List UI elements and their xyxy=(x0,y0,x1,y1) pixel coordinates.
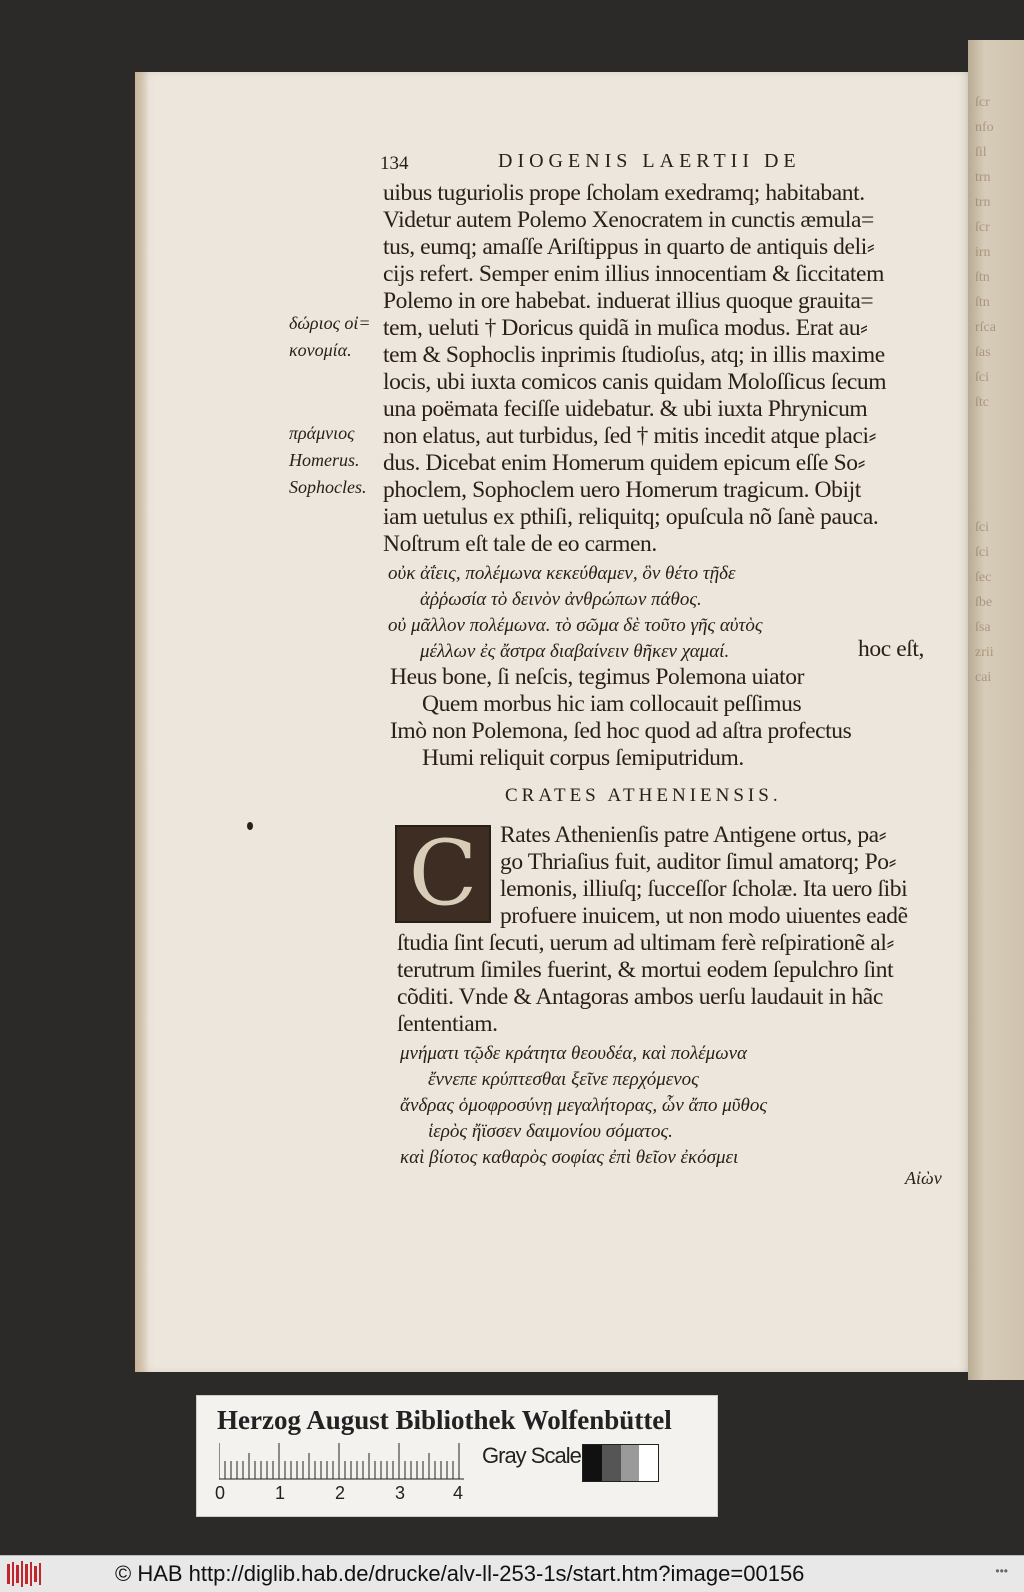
gray-scale-label: Gray Scale xyxy=(482,1443,581,1468)
running-title: DIOGENIS LAERTII DE xyxy=(498,150,801,172)
page-number: 134 xyxy=(380,153,409,174)
margin-note: Homerus. xyxy=(289,450,360,470)
gray-patch xyxy=(621,1445,640,1481)
ruler-number: 2 xyxy=(335,1483,346,1503)
ruler-number: 4 xyxy=(453,1483,464,1503)
greek-verse: μέλλων ἐς ἄστρα διαβαίνειν θῆκεν χαμαί. xyxy=(420,641,730,662)
ruler-number: 0 xyxy=(215,1483,226,1503)
ruler-scale xyxy=(219,1441,469,1481)
body-line: ſtudia ſint ſecuti, uerum ad ultimam ferè reſpirationẽ al⸗ xyxy=(397,930,894,956)
body-line: uibus tuguriolis prope ſcholam exedramq; habitabant. xyxy=(383,180,865,206)
catchword: Αἰὼν xyxy=(905,1168,942,1188)
latin-verse: Imò non Polemona, ſed hoc quod ad aſtra profectus xyxy=(390,718,852,744)
hab-logo-icon xyxy=(6,1560,46,1588)
body-line: dus. Dicebat enim Homerum quidem epicum eſſe So⸗ xyxy=(383,450,866,476)
ruler-number: 3 xyxy=(395,1483,406,1503)
ink-dot xyxy=(247,822,253,830)
body-line: Polemo in ore habebat. induerat illius quoque grauita= xyxy=(383,288,874,314)
footer-dots: ••• xyxy=(995,1564,1008,1578)
body-line: locis, ubi iuxta comicos canis quidam Moloſſicus ſecum xyxy=(383,369,887,395)
body-line: cõditi. Vnde & Antagoras ambos uerſu laudauit in hãc xyxy=(397,984,883,1010)
margin-note: Sophocles. xyxy=(289,477,367,497)
greek-verse: οὐκ ἀΐεις, πολέμωνα κεκεύθαμεν, ὃν θέτο τῇδε xyxy=(388,563,736,584)
footer-bar xyxy=(0,1555,1024,1592)
hoc-est: hoc eſt, xyxy=(858,636,924,662)
body-line: tus, eumq; amaſſe Ariſtippus in quarto de antiquis deli⸗ xyxy=(383,234,875,260)
latin-verse: Quem morbus hic iam collocauit peſſimus xyxy=(422,691,802,717)
greek-verse: ἀῤῥωσία τὸ δεινὸν ἀνθρώπων πάθος. xyxy=(420,589,702,610)
section-title: CRATES ATHENIENSIS. xyxy=(505,785,782,806)
gray-scale-patches xyxy=(582,1444,659,1482)
body-line: tem, ueluti † Doricus quidã in muſica modus. Erat au⸗ xyxy=(383,315,868,341)
body-line: ſententiam. xyxy=(397,1011,498,1037)
body-line: tem & Sophoclis inprimis ſtudioſus, atq; in illis maxime xyxy=(383,342,885,368)
gray-patch xyxy=(583,1445,602,1481)
greek-verse: ἔννεπε κρύπτεσθαι ξεῖνε περχόμενος xyxy=(428,1069,699,1090)
body-line: go Thriaſius fuit, auditor ſimul amatorq; Po⸗ xyxy=(500,849,897,875)
body-line: lemonis, illiuſq; ſucceſſor ſcholæ. Ita uero ſibi xyxy=(500,876,908,902)
copyright-url[interactable]: © HAB http://diglib.hab.de/drucke/alv-ll-253-1s/start.htm?image=00156 xyxy=(115,1561,805,1586)
body-line: una poëmata feciſſe uidebatur. & ubi iuxta Phrynicum xyxy=(383,396,868,422)
margin-note: δώριος οἰ= xyxy=(289,313,371,333)
library-label xyxy=(196,1395,718,1517)
greek-verse: οὐ μᾶλλον πολέμωνα. τὸ σῶμα δὲ τοῦτο γῆς αὐτὸς xyxy=(388,615,763,636)
running-head xyxy=(380,147,840,177)
body-line: iam uetulus ex pthiſi, reliquitq; opuſcula nõ ſanè pauca. xyxy=(383,504,879,530)
decorated-initial xyxy=(395,821,491,926)
greek-verse: καὶ βίοτος καθαρὸς σοφίας ἐπὶ θεῖον ἐκόσμει xyxy=(400,1147,739,1168)
body-line: non elatus, aut turbidus, ſed † mitis incedit atque placi⸗ xyxy=(383,423,877,449)
greek-verse: ἄνδρας ὁμοφροσύνῃ μεγαλήτορας, ὧν ἄπο μῦθος xyxy=(400,1095,768,1116)
institution-name: Herzog August Bibliothek Wolfenbüttel xyxy=(217,1405,672,1435)
body-line: cijs refert. Semper enim illius innocentiam & ſiccitatem xyxy=(383,261,884,287)
initial-letter: C xyxy=(408,821,478,926)
body-line: terutrum ſimiles fuerint, & mortui eodem ſepulchro ſint xyxy=(397,957,894,983)
latin-verse: Humi reliquit corpus ſemiputridum. xyxy=(422,745,744,771)
ruler-number: 1 xyxy=(275,1483,286,1503)
greek-verse: μνήματι τῷδε κράτητα θεουδέα, καὶ πολέμωνα xyxy=(400,1043,748,1064)
margin-note: πράμνιος xyxy=(289,423,355,443)
body-line: Videtur autem Polemo Xenocratem in cunctis æmula= xyxy=(383,207,874,233)
greek-verse: ἱερὸς ἤϊσσεν δαιμονίου σόματος. xyxy=(428,1121,673,1142)
body-line: Noſtrum eſt tale de eo carmen. xyxy=(383,531,657,557)
latin-verse: Heus bone, ſi neſcis, tegimus Polemona uiator xyxy=(390,664,805,690)
body-line: profuere inuicem, ut non modo uiuentes eadẽ xyxy=(500,903,908,929)
body-line: phoclem, Sophoclem uero Homerum tragicum. Obijt xyxy=(383,477,861,503)
next-page-bleed-text: ſcr nfo ſil trn trn ſcr irn ſtn ſtn rſca ſas ſci ſtc ſci ſci ſec ſbe ſsa zrii cai xyxy=(975,95,996,685)
gray-patch xyxy=(602,1445,621,1481)
body-line: Rates Athenienſis patre Antigene ortus, pa⸗ xyxy=(500,822,887,848)
gray-patch xyxy=(639,1445,658,1481)
margin-note: κονομία. xyxy=(289,340,352,360)
